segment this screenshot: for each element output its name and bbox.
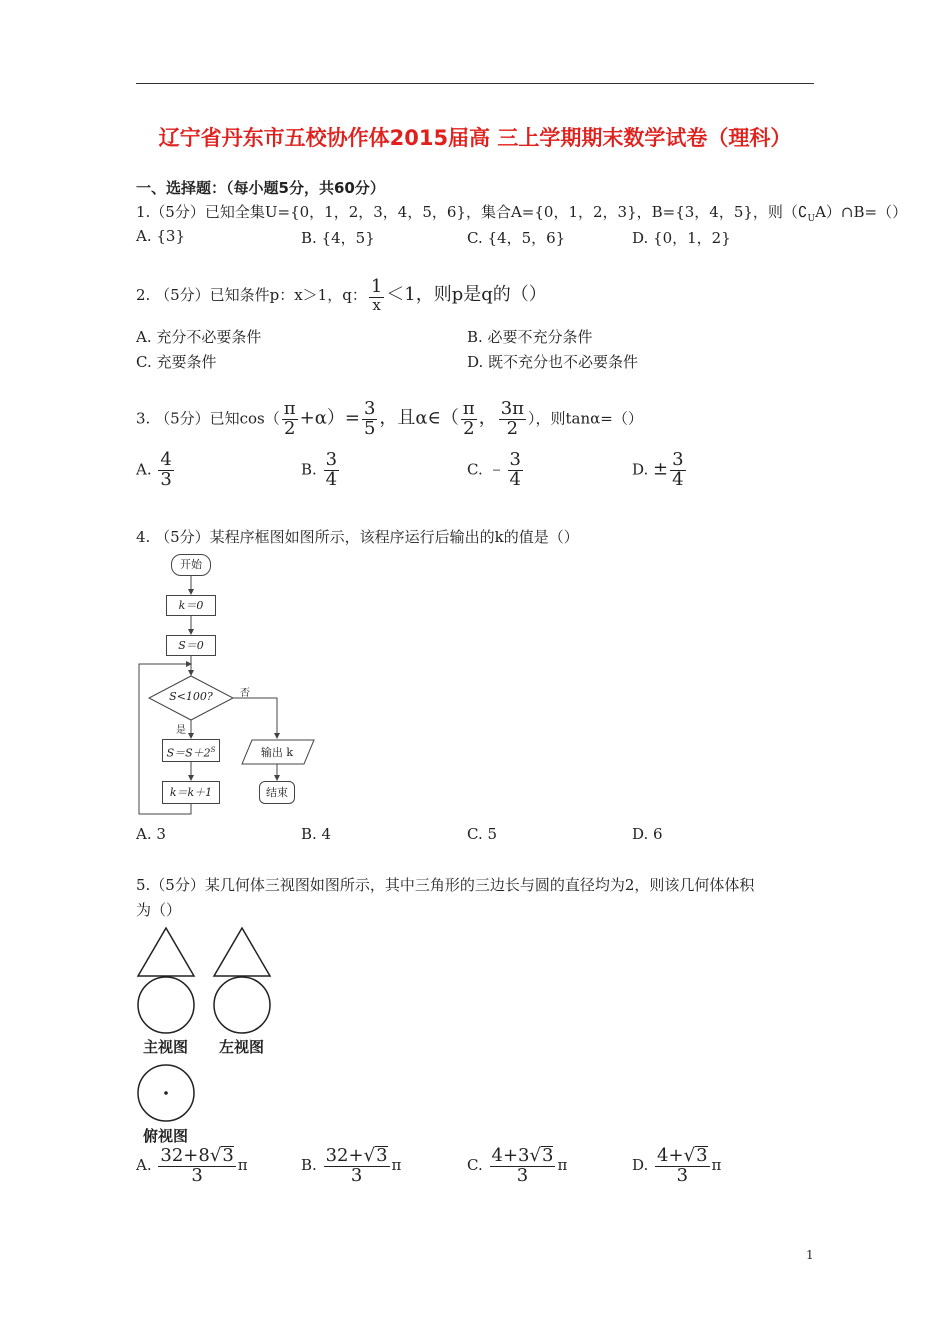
three-views-figure — [136, 925, 276, 1130]
question-1-text: 1.（5分）已知全集U={0，1，2，3，4，5，6}，集合A={0，1，2，3}，B={3，4，5}，则（∁ — [136, 203, 808, 221]
q3-option-c: C. ﹣ $\frac{3}{4}$ — [467, 449, 521, 490]
q2-option-c: C. 充要条件 — [136, 353, 217, 371]
header-rule — [136, 83, 814, 84]
q3-frac-3pi2: $\frac{3\pi}{2}$ — [500, 398, 525, 439]
flowchart-lines — [136, 548, 326, 820]
question-3: 3. （5分）已知cos（ $\frac{\pi}{2}$ +α）= $\frac{3}{5}$ ，且α∈（ $\frac{\pi}{2}$ ， $\frac{3\pi}{2}$ ），则tanα=（） — [136, 398, 643, 439]
question-1-sub: U — [807, 214, 816, 224]
front-view-triangle — [138, 928, 194, 976]
question-2-suffix: ＜1，则p是q的（） — [386, 283, 547, 305]
front-view-label: 主视图 — [143, 1038, 189, 1056]
q1-option-b: B. {4，5} — [301, 229, 375, 247]
side-view-triangle — [214, 928, 270, 976]
q4-option-c: C. 5 — [467, 825, 498, 843]
q4-option-d: D. 6 — [632, 825, 663, 843]
q5-option-c: C. $\frac{4+3√3}{3}$ π — [467, 1145, 568, 1186]
section-heading: 一、选择题：（每小题5分，共60分） — [136, 179, 385, 197]
top-view-label: 俯视图 — [143, 1127, 189, 1145]
q5-option-b: B. $\frac{32+√3}{3}$ π — [301, 1145, 402, 1186]
flow-update-s: $S=S+2^S$ — [162, 739, 220, 762]
question-4: 4. （5分）某程序框图如图所示，该程序运行后输出的k的值是（） — [136, 528, 579, 546]
q3-frac-35: $\frac{3}{5}$ — [363, 398, 376, 439]
flow-no-label: 否 — [240, 688, 250, 699]
flow-s0: S＝0 — [166, 635, 216, 656]
q2-option-b: B. 必要不充分条件 — [467, 328, 593, 346]
q2-frac-num: 1 — [370, 276, 383, 297]
question-5-line-1: 5.（5分）某几何体三视图如图所示，其中三角形的三边长与圆的直径均为2，则该几何体体积 — [136, 876, 755, 894]
q2-frac-den: x — [372, 295, 381, 314]
question-1-text-end: A）∩B=（） — [815, 203, 908, 221]
flow-yes-label: 是 — [176, 725, 186, 736]
q2-option-a: A. 充分不必要条件 — [136, 328, 262, 346]
question-5-line-2: 为（） — [136, 901, 182, 919]
flow-k0: k＝0 — [166, 595, 216, 616]
flow-start: 开始 — [171, 554, 211, 576]
page-title: 辽宁省丹东市五校协作体2015届高 三上学期期末数学试卷（理科） — [158, 126, 792, 150]
flow-update-k: k＝k＋1 — [162, 781, 220, 804]
front-view-circle — [138, 977, 194, 1033]
q3-option-b: B. $\frac{3}{4}$ — [301, 449, 338, 490]
side-view-circle — [214, 977, 270, 1033]
top-view-center-dot — [164, 1091, 168, 1095]
q3-option-a: A. $\frac{4}{3}$ — [136, 449, 172, 490]
q3-option-d: D. ± $\frac{3}{4}$ — [632, 449, 684, 490]
flow-end: 结束 — [259, 781, 295, 804]
q5-option-a: A. $\frac{32+8√3}{3}$ π — [136, 1145, 248, 1186]
question-1 — [136, 201, 907, 224]
q4-option-a: A. 3 — [136, 825, 166, 843]
q1-option-c: C. {4，5，6} — [467, 229, 566, 247]
q3-frac-pi2b: $\frac{\pi}{2}$ — [462, 398, 475, 439]
question-2 — [136, 278, 547, 314]
q1-option-d: D. {0，1，2} — [632, 229, 731, 247]
flow-output: 输出 k — [260, 746, 294, 759]
q3-frac-pi2: $\frac{\pi}{2}$ — [283, 398, 296, 439]
question-2-fraction — [369, 278, 384, 314]
page-number: 1 — [806, 1248, 814, 1262]
flowchart — [136, 548, 326, 820]
q4-option-b: B. 4 — [301, 825, 332, 843]
question-3-prefix: 3. （5分）已知cos（ — [136, 409, 280, 428]
q2-option-d: D. 既不充分也不必要条件 — [467, 353, 639, 371]
q1-option-a: A. {3} — [136, 227, 185, 245]
question-2-prefix: 2. （5分）已知条件p：x＞1，q： — [136, 285, 367, 304]
q5-option-d: D. $\frac{4+√3}{3}$ π — [632, 1145, 722, 1186]
flow-condition: S<100? — [169, 690, 213, 703]
side-view-label: 左视图 — [219, 1038, 265, 1056]
